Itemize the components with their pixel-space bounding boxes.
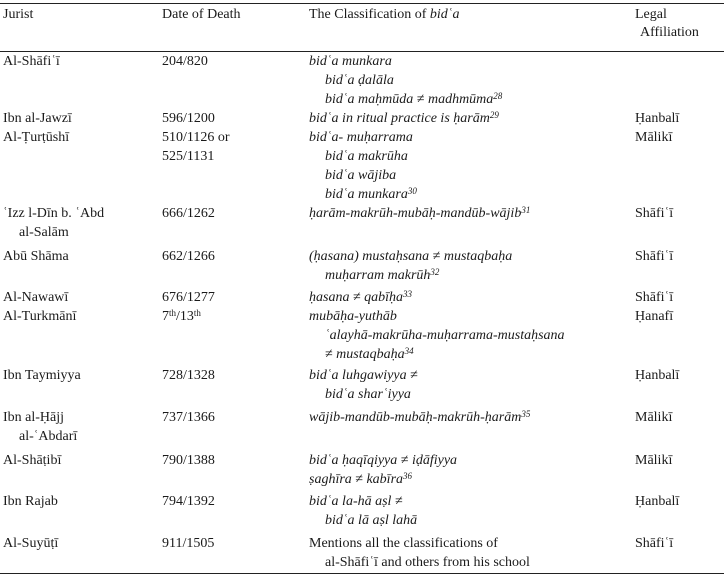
legal-affiliation-cell: Ḥanbalī [635, 494, 680, 509]
classification-line [309, 185, 417, 204]
jurist-cell [3, 109, 72, 128]
classification-text: bidʿa- muḥarrama [309, 130, 413, 145]
jurist-name-line: al-Salām [19, 225, 69, 240]
classification-text: bidʿa ḍalāla [325, 73, 394, 88]
classification-cell [309, 247, 512, 285]
date-of-death-cell [162, 204, 215, 223]
header-aff-line1: Legal [635, 7, 667, 22]
classification-line [309, 288, 412, 307]
classification-cell [309, 307, 565, 364]
classification-cell [309, 109, 499, 128]
classification-text: bidʿa makrūha [325, 149, 408, 164]
classification-text: bidʿa munkara [325, 187, 408, 202]
date-line: 794/1392 [162, 494, 215, 509]
jurist-cell [3, 451, 61, 470]
jurist-cell [3, 307, 76, 326]
jurist-cell [3, 492, 58, 511]
classification-cell [309, 534, 530, 572]
legal-affiliation-cell: Mālikī [635, 453, 673, 468]
legal-affiliation-cell: Ḥanbalī [635, 368, 680, 383]
jurist-name-line: Al-Ṭurṭūshī [3, 130, 70, 145]
classification-line [309, 511, 417, 530]
legal-affiliation-cell: Shāfiʿī [635, 206, 674, 221]
classification-text: bidʿa in ritual practice is ḥarām [309, 111, 490, 126]
legal-affiliation-cell: Ḥanafī [635, 309, 674, 324]
classification-line [309, 385, 418, 404]
date-line: 790/1388 [162, 453, 215, 468]
jurist-cell [3, 247, 69, 266]
footnote-ref: 32 [430, 267, 440, 277]
classification-line: Mentions all the classifications of [309, 536, 498, 551]
legal-affiliation-cell: Shāfiʿī [635, 290, 674, 305]
date-ordinal-b: th [193, 308, 201, 318]
classification-text: ḥasana ≠ qabīḥa [309, 290, 404, 305]
classification-line [309, 366, 418, 385]
header-classification [309, 6, 459, 24]
date-line: 666/1262 [162, 206, 215, 221]
jurist-name-line: Al-Suyūṭī [3, 536, 59, 551]
footnote-ref: 34 [404, 346, 414, 356]
classification-text: ḥarām-makrūh-mubāḥ-mandūb-wājib [309, 206, 522, 221]
jurist-cell [3, 52, 60, 71]
classification-text: ṣaghīra ≠ kabīra [309, 472, 404, 487]
date-of-death-cell [162, 128, 230, 166]
footnote-ref: 36 [403, 471, 413, 481]
date-line: 596/1200 [162, 111, 215, 126]
date-of-death-cell [162, 534, 214, 553]
jurist-name-line: Ibn Rajab [3, 494, 58, 509]
date-ordinal-a: th [169, 308, 177, 318]
classification-text: bidʿa lā aṣl lahā [325, 513, 418, 528]
footnote-ref: 31 [521, 205, 531, 215]
legal-affiliation-cell: Ḥanbalī [635, 111, 680, 126]
date-line [162, 307, 201, 326]
classification-line [309, 451, 457, 470]
date-line: 737/1366 [162, 410, 215, 425]
header-jurist: Jurist [3, 7, 34, 22]
classification-line [309, 90, 502, 109]
classification-line [309, 470, 457, 489]
classification-cell [309, 366, 418, 404]
jurist-name-line: Al-Shāfiʿī [3, 54, 60, 69]
classification-cell [309, 204, 530, 223]
footnote-ref: 33 [403, 289, 413, 299]
classification-cell [309, 408, 530, 427]
classification-text: bidʿa munkara [309, 54, 392, 69]
header-classification-prefix: The Classification of [309, 7, 430, 22]
classification-line [309, 345, 565, 364]
jurist-name-line: Ibn al-Jawzī [3, 111, 72, 126]
date-line: 728/1328 [162, 368, 215, 383]
date-of-death-cell [162, 288, 215, 307]
classification-text: muḥarram makrūh [325, 268, 431, 283]
jurist-name-line: Abū Shāma [3, 249, 69, 264]
classification-text: bidʿa la-hā aṣl ≠ [309, 494, 403, 509]
date-line: 676/1277 [162, 290, 215, 305]
classification-text: wājib-mandūb-mubāḥ-makrūh-ḥarām [309, 410, 522, 425]
classification-line [309, 52, 502, 71]
jurist-cell [3, 288, 68, 307]
footnote-ref: 29 [489, 110, 499, 120]
jurist-cell [3, 204, 104, 242]
date-line: 525/1131 [162, 149, 215, 164]
classification-line [309, 408, 530, 427]
jurist-cell [3, 128, 69, 147]
header-aff-line2: Affiliation [640, 25, 699, 40]
jurist-name-line: Al-Nawawī [3, 290, 69, 305]
classification-text: bidʿa ḥaqīqiyya ≠ iḍāfiyya [309, 453, 458, 468]
date-of-death-cell [162, 492, 215, 511]
classification-text: bidʿa maḥmūda ≠ madhmūma [325, 92, 494, 107]
date-century-b: /13 [176, 309, 194, 324]
classification-line [309, 266, 512, 285]
legal-affiliation-cell: Shāfiʿī [635, 249, 674, 264]
jurist-cell [3, 366, 81, 385]
classification-cell [309, 52, 502, 109]
date-line: 204/820 [162, 54, 208, 69]
jurist-name-line: Ibn al-Ḥājj [3, 410, 65, 425]
classification-cell [309, 288, 412, 307]
jurist-cell [3, 534, 58, 553]
table-top-rule [0, 3, 724, 4]
classification-text: bidʿa sharʿiyya [325, 387, 411, 402]
date-of-death-cell [162, 408, 215, 427]
date-of-death-cell [162, 366, 215, 385]
classification-text: mubāḥa-yuthāb [309, 309, 397, 324]
header-legal-affiliation [635, 6, 699, 42]
classification-text: ʿalayhā-makrūha-muḥarrama-mustaḥsana [325, 328, 565, 343]
date-line: 510/1126 or [162, 130, 230, 145]
jurist-name-line: ʿIzz l-Dīn b. ʿAbd [3, 206, 105, 221]
jurist-name-line: al-ʿAbdarī [19, 429, 78, 444]
date-of-death-cell [162, 307, 201, 326]
classification-line: al-Shāfiʿī and others from his school [325, 555, 530, 570]
classification-text: bidʿa luhgawiyya ≠ [309, 368, 418, 383]
date-of-death-cell [162, 52, 208, 71]
classification-cell [309, 128, 417, 204]
classification-line [309, 492, 417, 511]
table-bottom-rule [0, 573, 724, 574]
classification-line [309, 109, 499, 128]
classification-text: ≠ mustaqbaḥa [325, 347, 405, 362]
footnote-ref: 35 [521, 409, 531, 419]
classification-line [309, 71, 502, 90]
date-century-a: 7 [162, 309, 169, 324]
jurist-name-line: Al-Shāṭibī [3, 453, 62, 468]
legal-affiliation-cell: Mālikī [635, 130, 673, 145]
date-of-death-cell [162, 247, 215, 266]
classification-line [309, 247, 512, 266]
jurist-name-line: Al-Turkmānī [3, 309, 77, 324]
footnote-ref: 30 [407, 186, 417, 196]
header-classification-term: bidʿa [429, 7, 460, 22]
classification-text: bidʿa wājiba [325, 168, 397, 183]
classification-line [309, 307, 565, 326]
date-line: 911/1505 [162, 536, 215, 551]
date-line: 662/1266 [162, 249, 215, 264]
legal-affiliation-cell: Shāfiʿī [635, 536, 674, 551]
legal-affiliation-cell: Mālikī [635, 410, 673, 425]
jurist-cell [3, 408, 77, 446]
classification-cell [309, 492, 417, 530]
classification-line [309, 326, 565, 345]
footnote-ref: 28 [493, 91, 503, 101]
classification-line [309, 147, 417, 166]
classification-line [309, 204, 530, 223]
classification-text: (ḥasana) mustaḥsana ≠ mustaqbaḥa [309, 249, 513, 264]
date-of-death-cell [162, 109, 215, 128]
classification-line [309, 166, 417, 185]
jurist-name-line: Ibn Taymiyya [3, 368, 81, 383]
date-of-death-cell [162, 451, 215, 470]
header-date-of-death: Date of Death [162, 7, 241, 22]
classification-cell [309, 451, 457, 489]
classification-line [309, 128, 417, 147]
